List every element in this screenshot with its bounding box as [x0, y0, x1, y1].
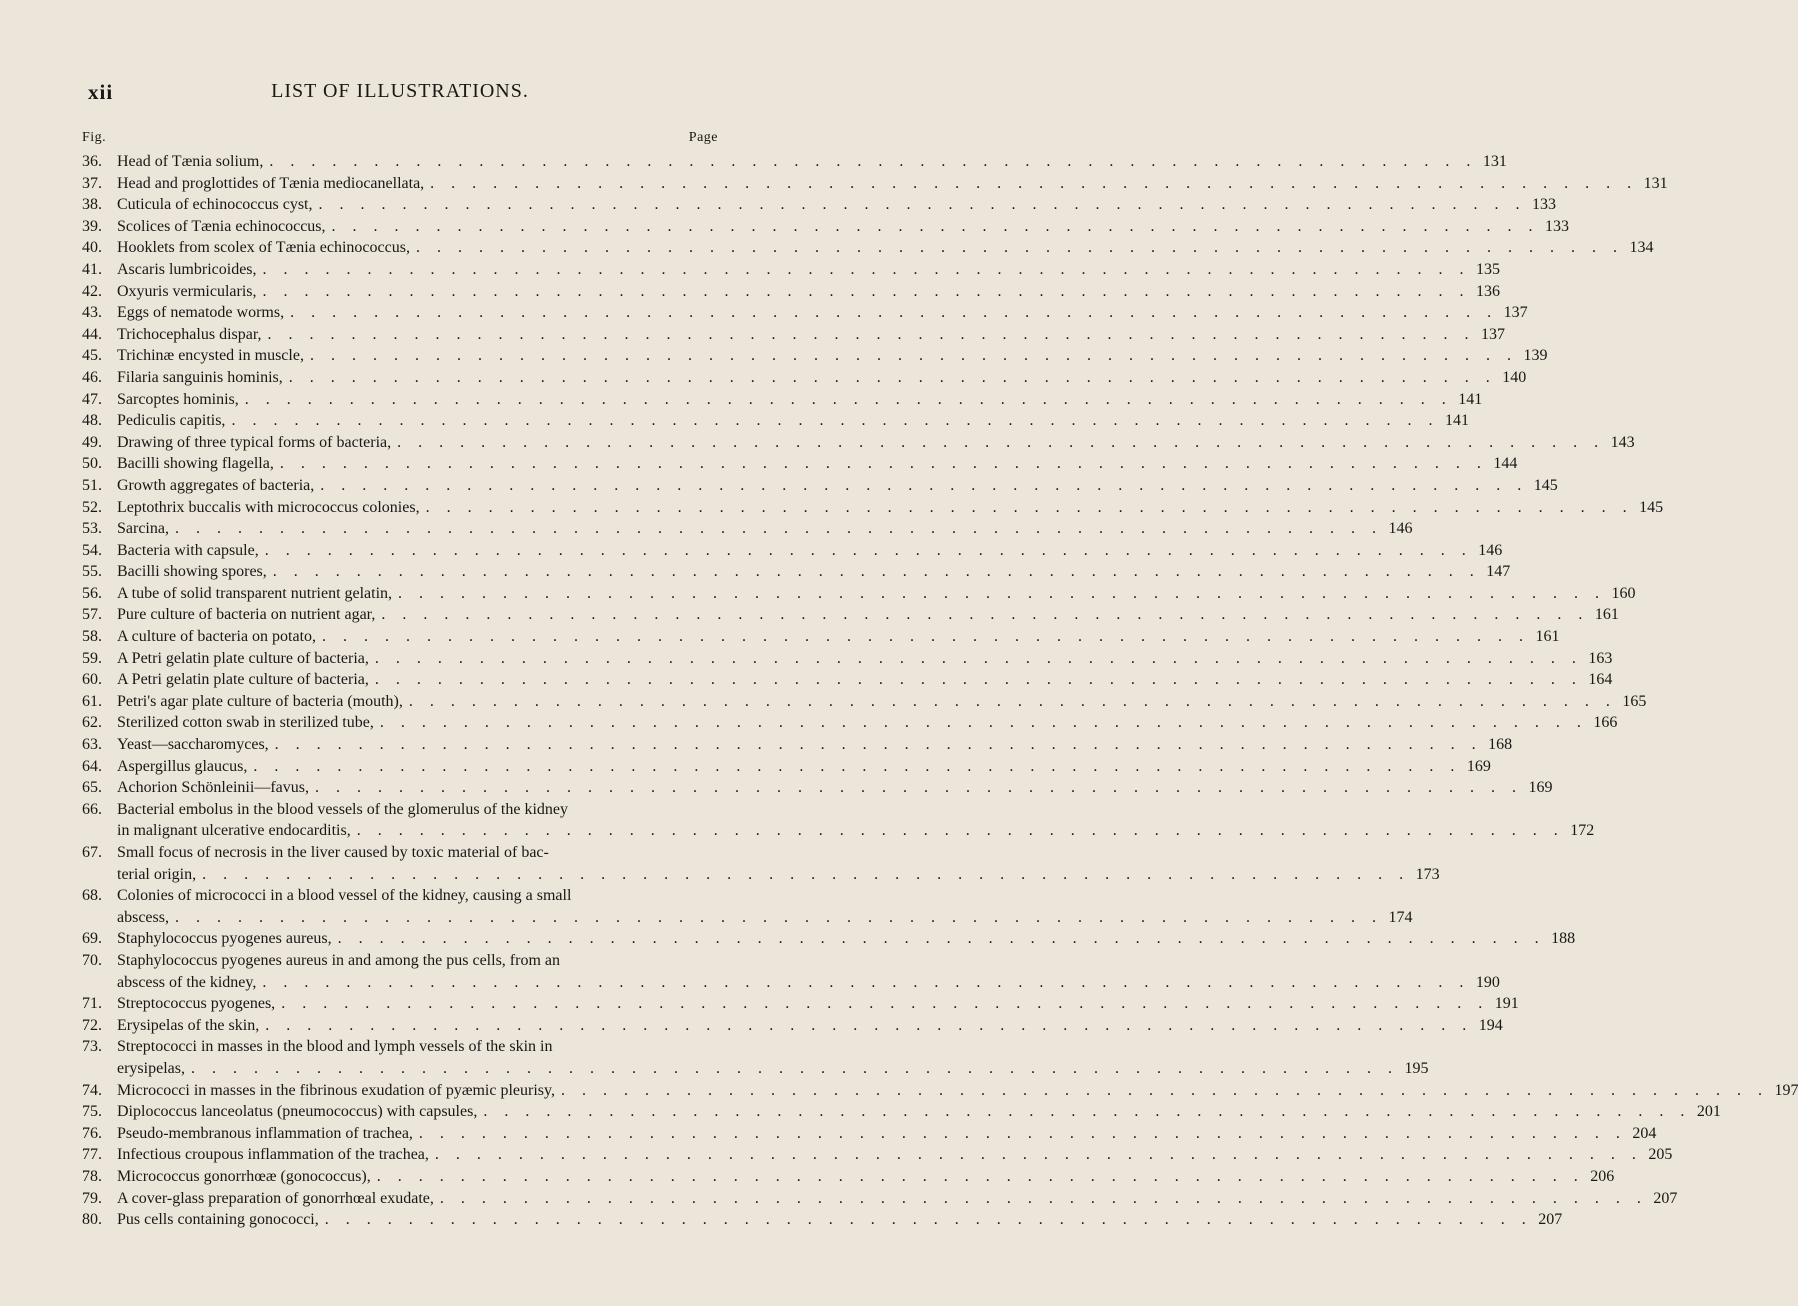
list-item	[82, 648, 1613, 670]
entry-line	[82, 1188, 1678, 1210]
figure-number: 40.	[82, 239, 102, 257]
dot-leader	[410, 237, 1624, 259]
figure-caption: Micrococci in masses in the fibrinous exudation of pyæmic pleurisy,	[117, 1081, 555, 1099]
column-headers	[82, 130, 718, 150]
entry-continuation-line	[82, 820, 1595, 842]
dot-leader	[256, 972, 1470, 994]
figure-caption: Cuticula of echinococcus cyst,	[117, 196, 313, 214]
dot-leader	[319, 1209, 1533, 1231]
dot-leader	[369, 648, 1583, 670]
figure-caption: Head and proglottides of Tænia mediocanellata,	[117, 174, 425, 192]
dot-leader	[283, 367, 1497, 389]
figure-number: 78.	[82, 1167, 102, 1185]
illustration-list	[82, 151, 1798, 1231]
figure-caption: Oxyuris vermicularis,	[117, 282, 257, 300]
list-item	[82, 151, 1507, 173]
page-reference: 134	[1629, 239, 1654, 257]
dot-leader	[332, 928, 1546, 950]
entry-line	[82, 799, 718, 821]
page-reference: 141	[1444, 412, 1469, 430]
page-reference: 201	[1696, 1103, 1721, 1121]
list-item	[82, 669, 1613, 691]
dot-leader	[269, 734, 1483, 756]
page-reference: 161	[1535, 628, 1560, 646]
figure-number: 66.	[82, 800, 102, 818]
figure-caption: Infectious croupous inflammation of the trachea,	[117, 1146, 429, 1164]
entry-line	[82, 712, 1618, 734]
page-reference: 188	[1551, 930, 1576, 948]
figure-number: 58.	[82, 628, 102, 646]
dot-leader	[413, 1123, 1627, 1145]
figure-caption: Petri's agar plate culture of bacteria (mouth),	[117, 692, 403, 710]
figure-caption: A Petri gelatin plate culture of bacteria,	[117, 649, 369, 667]
page-reference: 137	[1503, 304, 1528, 322]
figure-caption: Erysipelas of the skin,	[117, 1016, 260, 1034]
figure-caption: A Petri gelatin plate culture of bacteria,	[117, 671, 369, 689]
figure-number: 74.	[82, 1081, 102, 1099]
entry-line	[82, 1015, 1503, 1037]
list-item	[82, 734, 1513, 756]
dot-leader	[314, 475, 1528, 497]
page-reference: 194	[1478, 1016, 1503, 1034]
page-reference: 169	[1466, 757, 1491, 775]
figure-number: 72.	[82, 1016, 102, 1034]
entry-line	[82, 518, 1413, 540]
page-reference: 141	[1458, 390, 1483, 408]
entry-line	[82, 281, 1501, 303]
page-reference: 131	[1643, 174, 1668, 192]
list-item	[82, 475, 1558, 497]
figure-caption: Sterilized cotton swab in sterilized tube,	[117, 714, 374, 732]
dot-leader	[274, 453, 1488, 475]
list-item	[82, 756, 1491, 778]
page-reference: 140	[1502, 368, 1527, 386]
list-item	[82, 540, 1503, 562]
entry-line	[82, 540, 1503, 562]
list-item	[82, 453, 1518, 475]
page-reference: 163	[1588, 649, 1613, 667]
figure-caption: Pediculis capitis,	[117, 412, 226, 430]
entry-line	[82, 777, 1553, 799]
entry-line	[82, 345, 1548, 367]
list-item	[82, 561, 1511, 583]
list-item	[82, 928, 1576, 950]
figure-caption: Aspergillus glaucus,	[117, 757, 248, 775]
list-item	[82, 799, 1595, 842]
list-item	[82, 1188, 1678, 1210]
figure-caption: Bacilli showing spores,	[117, 563, 267, 581]
list-item	[82, 281, 1501, 303]
dot-leader	[434, 1188, 1648, 1210]
figure-caption: Colonies of micrococci in a blood vessel of the kidney, causing a small	[117, 887, 572, 905]
entry-line	[82, 1144, 1673, 1166]
dot-leader	[185, 1058, 1399, 1080]
figure-number: 59.	[82, 649, 102, 667]
entry-line	[82, 173, 1668, 195]
figure-caption: Growth aggregates of bacteria,	[117, 476, 315, 494]
dot-leader	[225, 410, 1439, 432]
dot-leader	[326, 216, 1540, 238]
figure-number: 36.	[82, 153, 102, 170]
entry-line	[82, 453, 1518, 475]
figure-caption: Sarcoptes hominis,	[117, 390, 239, 408]
list-item	[82, 626, 1560, 648]
page-number: xii	[88, 80, 114, 104]
figure-number: 38.	[82, 196, 102, 214]
list-item	[82, 389, 1483, 411]
dot-leader	[429, 1144, 1643, 1166]
figure-caption: Small focus of necrosis in the liver caused by toxic material of bac-	[117, 844, 549, 861]
entry-line	[82, 1209, 1563, 1231]
page-column-header: Page	[688, 130, 718, 145]
figure-caption: Ascaris lumbricoides,	[117, 260, 257, 278]
dot-leader	[257, 259, 1471, 281]
entry-line	[82, 216, 1570, 238]
figure-caption: Micrococcus gonorrhœæ (gonococcus),	[117, 1167, 371, 1185]
figure-caption-continued: erysipelas,	[117, 1059, 185, 1077]
figure-caption-continued: abscess,	[117, 908, 169, 926]
figure-number: 39.	[82, 217, 102, 235]
page-reference: 146	[1388, 520, 1413, 538]
figure-caption: Drawing of three typical forms of bacteria,	[117, 433, 392, 451]
figure-number: 80.	[82, 1211, 102, 1229]
entry-line	[82, 194, 1556, 216]
entry-line	[82, 604, 1619, 626]
figure-number: 60.	[82, 671, 102, 689]
page-reference: 174	[1388, 908, 1413, 926]
entry-line	[82, 734, 1513, 756]
entry-line	[82, 475, 1558, 497]
page-title: LIST OF ILLUSTRATIONS.	[271, 80, 529, 102]
list-item	[82, 410, 1469, 432]
figure-caption: Staphylococcus pyogenes aureus,	[117, 930, 332, 948]
figure-number: 49.	[82, 433, 102, 451]
dot-leader	[262, 324, 1476, 346]
page-reference: 133	[1545, 217, 1570, 235]
figure-caption: Eggs of nematode worms,	[117, 304, 285, 322]
dot-leader	[391, 432, 1605, 454]
entry-continuation-line	[82, 1058, 1429, 1080]
dot-leader	[375, 604, 1589, 626]
list-item	[82, 1209, 1563, 1231]
page-reference: 145	[1533, 476, 1558, 494]
page-reference: 136	[1476, 282, 1501, 300]
figure-number: 77.	[82, 1146, 102, 1164]
figure-number: 42.	[82, 282, 102, 300]
figure-caption: Pseudo-membranous inflammation of trachea,	[117, 1124, 413, 1142]
list-item	[82, 302, 1528, 324]
dot-leader	[263, 151, 1477, 173]
dot-leader	[259, 1015, 1473, 1037]
entry-line	[82, 367, 1527, 389]
figure-number: 64.	[82, 757, 102, 775]
entry-line	[82, 626, 1560, 648]
figure-number: 56.	[82, 584, 102, 602]
figure-caption: A cover-glass preparation of gonorrhœal exudate,	[117, 1189, 434, 1207]
figure-caption: Head of Tænia solium,	[117, 153, 264, 170]
dot-leader	[239, 389, 1453, 411]
dot-leader	[351, 820, 1565, 842]
list-item	[82, 691, 1647, 713]
page-reference: 191	[1494, 995, 1519, 1013]
list-item	[82, 518, 1413, 540]
page-reference: 207	[1653, 1189, 1678, 1207]
list-item	[82, 367, 1527, 389]
figure-number: 76.	[82, 1124, 102, 1142]
figure-number: 43.	[82, 304, 102, 322]
page-reference: 143	[1610, 433, 1635, 451]
list-item	[82, 216, 1570, 238]
figure-number: 54.	[82, 541, 102, 559]
entry-line	[82, 583, 1636, 605]
figure-caption: Achorion Schönleinii—favus,	[117, 779, 309, 797]
figure-caption: Streptococci in masses in the blood and lymph vessels of the skin in	[117, 1038, 553, 1056]
page-reference: 146	[1478, 541, 1503, 559]
entry-line	[82, 410, 1469, 432]
figure-caption: A culture of bacteria on potato,	[117, 628, 317, 646]
entry-line	[82, 324, 1506, 346]
page-reference: 207	[1538, 1211, 1563, 1229]
page-reference: 144	[1493, 455, 1518, 473]
entry-line	[82, 885, 718, 907]
entry-line	[82, 497, 1664, 519]
figure-caption: Streptococcus pyogenes,	[117, 995, 276, 1013]
dot-leader	[477, 1101, 1691, 1123]
page-reference: 139	[1523, 347, 1548, 365]
figure-caption: Sarcina,	[117, 520, 169, 538]
entry-line	[82, 756, 1491, 778]
dot-leader	[313, 194, 1527, 216]
figure-number: 37.	[82, 174, 102, 192]
list-item	[82, 432, 1635, 454]
page-reference: 206	[1590, 1167, 1615, 1185]
figure-number: 75.	[82, 1103, 102, 1121]
entry-line	[82, 691, 1647, 713]
entry-line	[82, 302, 1528, 324]
figure-caption: Bacilli showing flagella,	[117, 455, 274, 473]
figure-number: 62.	[82, 714, 102, 732]
dot-leader	[420, 497, 1634, 519]
dot-leader	[169, 518, 1383, 540]
entry-line	[82, 1036, 718, 1058]
list-item	[82, 1144, 1673, 1166]
figure-caption: Trichocephalus dispar,	[117, 325, 262, 343]
dot-leader	[247, 756, 1461, 778]
list-item	[82, 1166, 1615, 1188]
figure-caption: Staphylococcus pyogenes aureus in and among the pus cells, from an	[117, 951, 560, 969]
entry-line	[82, 842, 718, 864]
entry-continuation-line	[82, 972, 1500, 994]
figure-caption: Bacterial embolus in the blood vessels of the glomerulus of the kidney	[117, 800, 569, 818]
entry-continuation-line	[82, 864, 1440, 886]
figure-caption: Bacteria with capsule,	[117, 541, 259, 559]
fig-column-header: Fig.	[82, 130, 107, 145]
page-reference: 195	[1404, 1059, 1429, 1077]
entry-line	[82, 648, 1613, 670]
figure-number: 57.	[82, 606, 102, 624]
figure-caption: Diplococcus lanceolatus (pneumococcus) with capsules,	[117, 1103, 478, 1121]
figure-number: 45.	[82, 347, 102, 365]
figure-number: 69.	[82, 930, 102, 948]
list-item	[82, 842, 1440, 885]
figure-number: 61.	[82, 692, 102, 710]
list-item	[82, 950, 1500, 993]
page-reference: 173	[1415, 865, 1440, 883]
list-item	[82, 259, 1501, 281]
figure-number: 79.	[82, 1189, 102, 1207]
dot-leader	[169, 907, 1383, 929]
figure-number: 44.	[82, 325, 102, 343]
list-item	[82, 1015, 1503, 1037]
dot-leader	[304, 345, 1518, 367]
figure-number: 67.	[82, 844, 102, 861]
figure-caption: Leptothrix buccalis with micrococcus colonies,	[117, 498, 420, 516]
page-reference: 165	[1622, 692, 1647, 710]
page-reference: 133	[1532, 196, 1556, 214]
page-reference: 145	[1639, 498, 1664, 516]
figure-number: 48.	[82, 412, 102, 430]
page-reference: 197	[1774, 1081, 1798, 1099]
dot-leader	[257, 281, 1471, 303]
page-reference: 204	[1632, 1124, 1657, 1142]
list-item	[82, 583, 1636, 605]
entry-line	[82, 1101, 1721, 1123]
figure-caption: Trichinæ encysted in muscle,	[117, 347, 304, 365]
figure-number: 41.	[82, 260, 102, 278]
list-item	[82, 237, 1654, 259]
figure-number: 63.	[82, 736, 102, 754]
figure-caption: Filaria sanguinis hominis,	[117, 368, 283, 386]
figure-number: 53.	[82, 520, 102, 538]
figure-number: 73.	[82, 1038, 102, 1056]
list-item	[82, 173, 1668, 195]
dot-leader	[371, 1166, 1585, 1188]
figure-caption: Scolices of Tænia echinococcus,	[117, 217, 326, 235]
dot-leader	[424, 173, 1638, 195]
page-reference: 137	[1481, 325, 1506, 343]
entry-line	[82, 1166, 1615, 1188]
page-reference: 164	[1588, 671, 1613, 689]
list-item	[82, 604, 1619, 626]
list-item	[82, 712, 1618, 734]
list-item	[82, 194, 1556, 216]
figure-number: 65.	[82, 779, 102, 797]
entry-line	[82, 259, 1501, 281]
list-item	[82, 1080, 1798, 1102]
dot-leader	[555, 1080, 1769, 1102]
entry-line	[82, 669, 1613, 691]
figure-number: 71.	[82, 995, 102, 1013]
list-item	[82, 885, 1413, 928]
page-reference: 147	[1486, 563, 1511, 581]
dot-leader	[196, 864, 1410, 886]
page-reference: 190	[1475, 973, 1500, 991]
dot-leader	[275, 993, 1489, 1015]
dot-leader	[316, 626, 1530, 648]
entry-line	[82, 1080, 1798, 1102]
entry-line	[82, 993, 1519, 1015]
page-reference: 131	[1482, 153, 1507, 170]
figure-number: 51.	[82, 476, 102, 494]
figure-number: 68.	[82, 887, 102, 905]
dot-leader	[267, 561, 1481, 583]
figure-number: 55.	[82, 563, 102, 581]
figure-caption: Pure culture of bacteria on nutrient agar,	[117, 606, 376, 624]
entry-line	[82, 237, 1654, 259]
figure-caption: A tube of solid transparent nutrient gelatin,	[117, 584, 393, 602]
page-reference: 166	[1593, 714, 1618, 732]
list-item	[82, 1123, 1657, 1145]
entry-line	[82, 561, 1511, 583]
dot-leader	[284, 302, 1498, 324]
figure-number: 70.	[82, 951, 102, 969]
dot-leader	[403, 691, 1617, 713]
page-reference: 205	[1648, 1146, 1673, 1164]
page-reference: 135	[1476, 260, 1501, 278]
page-reference: 172	[1570, 822, 1595, 840]
entry-line	[82, 928, 1576, 950]
entry-line	[82, 950, 718, 972]
figure-caption: Hooklets from scolex of Tænia echinococcus,	[117, 239, 410, 257]
figure-caption-continued: terial origin,	[117, 865, 197, 883]
list-item	[82, 993, 1519, 1015]
dot-leader	[374, 712, 1588, 734]
figure-number: 46.	[82, 368, 102, 386]
dot-leader	[309, 777, 1523, 799]
list-item	[82, 324, 1506, 346]
list-item	[82, 497, 1664, 519]
figure-caption-continued: abscess of the kidney,	[117, 973, 257, 991]
page-reference: 161	[1594, 606, 1619, 624]
dot-leader	[392, 583, 1606, 605]
entry-line	[82, 432, 1635, 454]
figure-caption: Pus cells containing gonococci,	[117, 1211, 319, 1229]
entry-line	[82, 1123, 1657, 1145]
entry-line	[82, 389, 1483, 411]
dot-leader	[369, 669, 1583, 691]
page-header	[0, 80, 800, 110]
page-reference: 160	[1611, 584, 1636, 602]
list-item	[82, 1101, 1721, 1123]
list-item	[82, 345, 1548, 367]
list-item	[82, 777, 1553, 799]
figure-number: 47.	[82, 390, 102, 408]
figure-caption-continued: in malignant ulcerative endocarditis,	[117, 822, 351, 840]
dot-leader	[259, 540, 1473, 562]
entry-continuation-line	[82, 907, 1413, 929]
page-reference: 169	[1528, 779, 1553, 797]
figure-caption: Yeast—saccharomyces,	[117, 736, 269, 754]
page-reference: 168	[1488, 736, 1513, 754]
list-item	[82, 1036, 1429, 1079]
entry-line	[82, 151, 1507, 173]
figure-number: 50.	[82, 455, 102, 473]
figure-number: 52.	[82, 498, 102, 516]
